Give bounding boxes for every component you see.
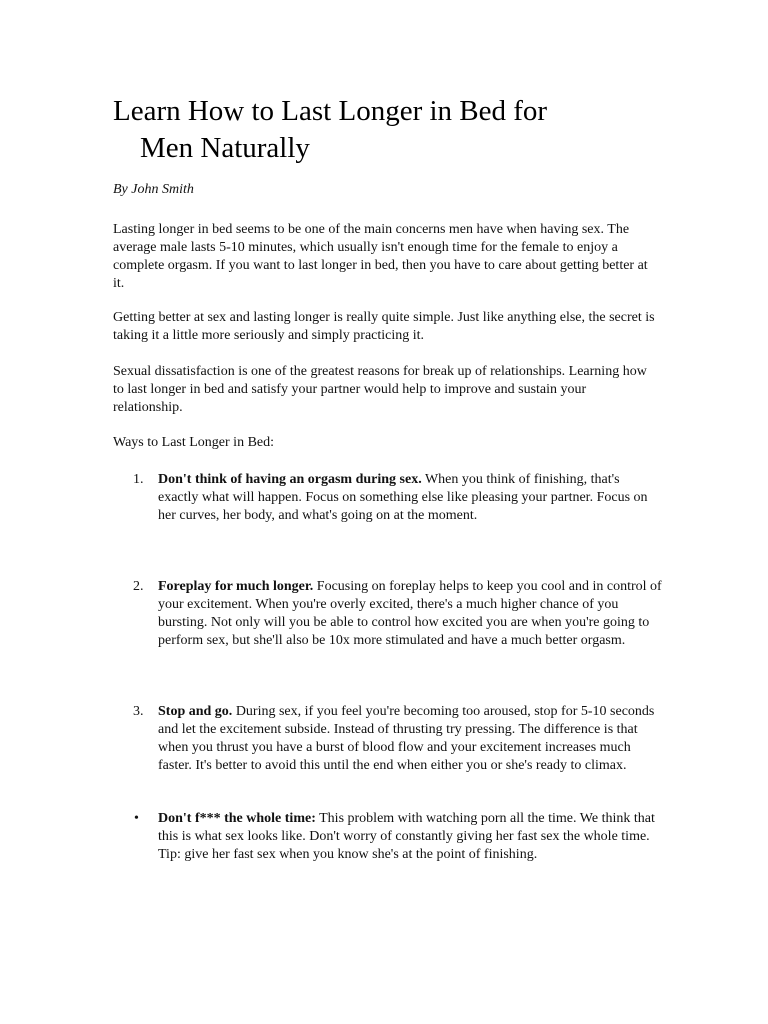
list-item-1-bold: Don't think of having an orgasm during sex.	[158, 472, 422, 487]
second-paragraph: Getting better at sex and lasting longer is really quite simple. Just like anything else, the secret is taking it a little more seriously and simply practicing it.	[113, 310, 655, 343]
list-heading: Ways to Last Longer in Bed:	[113, 435, 275, 450]
list-marker-2: 2.	[133, 579, 144, 594]
author-byline: By John Smith	[113, 182, 194, 197]
list-item-3-bold: Stop and go.	[158, 704, 233, 719]
bullet-marker: •	[134, 811, 139, 826]
list-marker-1: 1.	[133, 472, 144, 487]
list-item-2-bold: Foreplay for much longer.	[158, 579, 314, 594]
list-item-3-text: During sex, if you feel you're becoming too aroused, stop for 5-10 seconds and let the excitement subside. Instead of thrusting try pressing. The difference is that when you thrust you have a burst of blood flow and your excitement increases much faster. It's better to avoid this until the end when either you or she's ready to climax.	[158, 704, 655, 773]
intro-paragraph: Lasting longer in bed seems to be one of the main concerns men have when having sex. The average male lasts 5-10 minutes, which usually isn't enough time for the female to enjoy a complete orgasm. If you want to last longer in bed, then you have to care about getting better at it.	[113, 222, 648, 291]
list-item-2-text: Focusing on foreplay helps to keep you cool and in control of your excitement. When you're overly excited, there's a much higher chance of you bursting. Not only will you be able to control how excited you are when you're going to perform sex, but she'll also be 10x more stimulated and have a much better orgasm.	[158, 579, 662, 648]
bullet-item-bold: Don't f*** the whole time:	[158, 811, 316, 826]
title-line-1: Learn How to Last Longer in Bed for	[113, 95, 548, 127]
list-item-2	[158, 578, 663, 650]
document-title	[113, 93, 673, 167]
list-item-1-text: When you think of finishing, that's exactly what will happen. Focus on something else like pleasing your partner. Focus on her curves, her body, and what's going on at the moment.	[158, 472, 648, 523]
list-item-1	[158, 471, 663, 525]
bullet-item-text: This problem with watching porn all the time. We think that this is what sex looks like. Don't worry of constantly giving her fast sex the whole time. Tip: give her fast sex when you know she's at the point of finishing.	[158, 811, 655, 862]
title-line-2: Men Naturally	[140, 132, 310, 164]
bullet-item	[158, 810, 663, 864]
list-item-3	[158, 703, 663, 775]
third-paragraph: Sexual dissatisfaction is one of the greatest reasons for break up of relationships. Learning how to last longer in bed and satisfy your partner would help to improve and sustain your relationship.	[113, 364, 647, 415]
list-marker-3: 3.	[133, 704, 144, 719]
